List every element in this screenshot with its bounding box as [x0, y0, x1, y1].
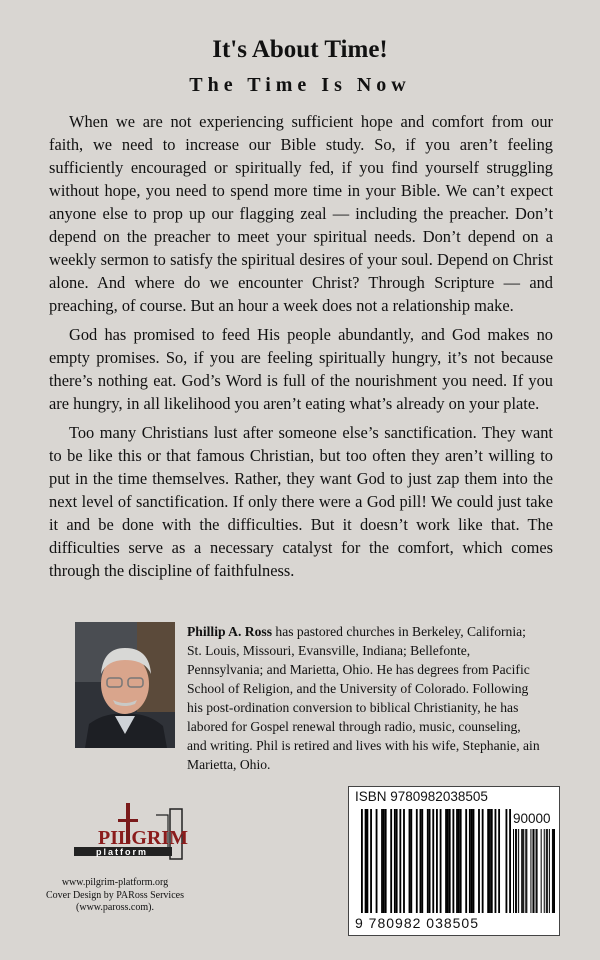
barcode-bar — [465, 809, 467, 913]
barcode-bar — [456, 809, 458, 913]
back-cover-blurb — [49, 110, 553, 588]
blurb-paragraph: God has promised to feed His people abundantly, and God makes no empty promises. So, if you are feeling spiritually hungry, it’s not because there’s nothing eat. God’s Word is full of the nourishment you need. If you are hungry, in all likelihood you aren’t eating what’s already on your plate. — [49, 325, 553, 413]
barcode-bar — [365, 809, 367, 913]
barcode-bar — [498, 809, 500, 913]
barcode-bar — [554, 829, 555, 913]
barcode-bar — [390, 809, 392, 913]
barcode-bar — [399, 809, 401, 913]
barcode-bar — [544, 829, 545, 913]
barcode-bar — [530, 829, 531, 913]
isbn-digits: 9 780982 038505 — [355, 915, 479, 931]
barcode-bar — [381, 809, 383, 913]
barcode-bar — [552, 829, 553, 913]
barcode-bar — [525, 829, 526, 913]
barcode-bar — [416, 809, 418, 913]
barcode-bar — [421, 809, 423, 913]
barcode-bar — [522, 829, 523, 913]
blurb-paragraph: When we are not experiencing sufficient hope and comfort from our faith, we need to increase our Bible study. So, if you aren’t feeling sufficiently encouraged or spiritually fed, if you find yourself struggling without hope, you need to spend more time in your Bible. We can’t expect anyone else to prop up our flagging zeal — including the preacher. Don’t depend on the preacher to meet your spiritual needs. Don’t depend on a weekly sermon to satisfy the spiritual desires of your soul. Depend on Christ alone. And where do we encounter Christ? Through Scripture — and preaching, of course. But an hour a week does not a relationship make. — [49, 112, 553, 315]
barcode-addon-bars — [513, 829, 555, 913]
barcode-bar — [516, 829, 517, 913]
barcode-bar — [469, 809, 471, 913]
logo-wordmark: PILGRIM — [98, 827, 188, 849]
barcode-bar — [537, 829, 538, 913]
barcode-bar — [487, 809, 489, 913]
barcode-bar — [440, 809, 442, 913]
author-bio-text: has pastored churches in Berkeley, California; St. Louis, Missouri, Evansville, Indiana; Bellefonte, Pennsylvania; and Marietta, Ohio. He has degrees from Pacific School of Religion, and the University of Colorado. Following his post-ordination conversion to biblical Christianity, he has labored for Gospel renewal through radio, music, counseling, and writing. Phil is retired and lives with his wife, Stephanie, ain Marietta, Ohio. — [187, 624, 540, 772]
barcode-bar — [394, 809, 396, 913]
barcode-bar — [409, 809, 411, 913]
barcode-bar — [473, 809, 475, 913]
author-name: Phillip A. Ross — [187, 624, 272, 639]
author-bio — [187, 622, 543, 774]
barcode-bar — [447, 809, 449, 913]
barcode-bar — [445, 809, 447, 913]
barcode-bar — [521, 829, 522, 913]
isbn-label: ISBN 9780982038505 — [355, 789, 488, 804]
barcode-bar — [410, 809, 412, 913]
barcode-bar — [383, 809, 385, 913]
cover-design-website: (www.paross.com). — [76, 902, 154, 913]
barcode-bar — [509, 809, 511, 913]
barcode-bar — [370, 809, 372, 913]
barcode-bar — [489, 809, 491, 913]
barcode-bar — [429, 809, 431, 913]
barcode-bar — [515, 829, 516, 913]
barcode-bar — [427, 809, 429, 913]
author-portrait-image — [75, 622, 175, 748]
barcode-bar — [518, 829, 519, 913]
barcode-bar — [403, 809, 405, 913]
barcode-bar — [549, 829, 550, 913]
barcode-bar — [366, 809, 368, 913]
pilgrim-platform-logo — [70, 801, 190, 871]
barcode-bar — [491, 809, 493, 913]
book-title: It's About Time! — [212, 36, 388, 63]
barcode-bar — [506, 809, 508, 913]
barcode-bar — [420, 809, 422, 913]
barcode-bar — [385, 809, 387, 913]
barcode-bar — [376, 809, 378, 913]
barcode-bar — [460, 809, 462, 913]
barcode-bar — [432, 809, 434, 913]
cover-design-credit: Cover Design by PARoss Services — [46, 889, 184, 901]
barcode-bar — [361, 809, 363, 913]
barcode-bar — [526, 829, 527, 913]
barcode-bar — [536, 829, 537, 913]
barcode-bar — [547, 829, 548, 913]
barcode-bar — [478, 809, 480, 913]
barcode-bar — [541, 829, 542, 913]
isbn-barcode — [348, 786, 560, 936]
barcode-bar — [495, 809, 497, 913]
barcode-bar — [396, 809, 398, 913]
barcode-bar — [482, 809, 484, 913]
barcode-bar — [458, 809, 460, 913]
barcode-bar — [546, 829, 547, 913]
barcode-bar — [449, 809, 451, 913]
price-code: 90000 — [513, 811, 551, 826]
barcode-bar — [532, 829, 533, 913]
publisher-website: www.pilgrim-platform.org — [61, 877, 169, 888]
book-subtitle: The Time Is Now — [189, 74, 411, 96]
barcode-bar — [436, 809, 438, 913]
barcode-bar — [523, 829, 524, 913]
barcode-bar — [553, 829, 554, 913]
barcode-main-bars — [361, 809, 511, 913]
barcode-bar — [533, 829, 534, 913]
barcode-bar — [471, 809, 473, 913]
logo-subword: platform — [96, 847, 148, 857]
publisher-info — [40, 877, 190, 915]
barcode-bar — [513, 829, 514, 913]
blurb-paragraph: Too many Christians lust after someone else’s sanctification. They want to be like this or that famous Christian, but too often they aren’t willing to put in the time themselves. Rather, they want God to just zap them into the next level of sanctification. If only there were a God pill! We could just take it and be done with the difficulties. But it doesn’t work like that. The difficulties serve as a necessary catalyst for the comfort, which comes through the discipline of faithfulness. — [49, 423, 553, 580]
barcode-bar — [452, 809, 454, 913]
author-photo — [75, 622, 175, 748]
